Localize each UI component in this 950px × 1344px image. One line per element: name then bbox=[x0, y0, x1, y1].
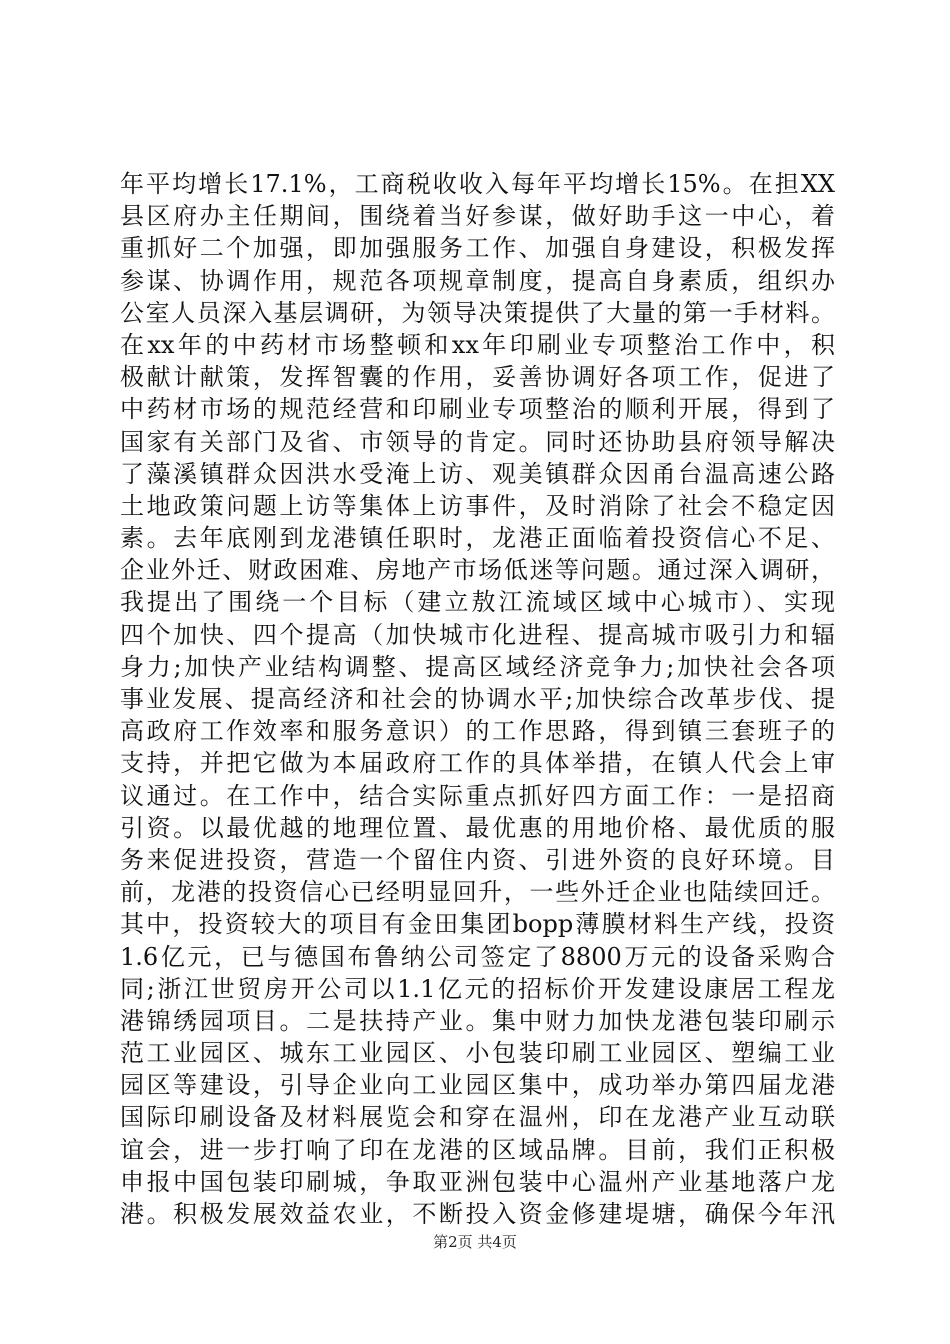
text-line: 极献计献策，发挥智囊的作用，妥善协调好各项工作，促进了 bbox=[120, 363, 835, 392]
text-line: 高政府工作效率和服务意识）的工作思路，得到镇三套班子的 bbox=[120, 717, 835, 746]
text-line: 中药材市场的规范经营和印刷业专项整治的顺利开展，得到了 bbox=[120, 395, 835, 424]
text-line: 四个加快、四个提高（加快城市化进程、提高城市吸引力和辐 bbox=[120, 620, 835, 649]
text-line: 国家有关部门及省、市领导的肯定。同时还协助县府领导解决 bbox=[120, 427, 835, 456]
text-line: 土地政策问题上访等集体上访事件，及时消除了社会不稳定因 bbox=[120, 491, 835, 520]
text-line: 年平均增长17.1%，工商税收收入每年平均增长15%。在担XX bbox=[120, 170, 835, 198]
text-line: 园区等建设，引导企业向工业园区集中，成功举办第四届龙港 bbox=[120, 1071, 835, 1100]
text-line: 港锦绣园项目。二是扶持产业。集中财力加快龙港包装印刷示 bbox=[120, 1006, 835, 1035]
text-line: 务来促进投资，营造一个留住内资、引进外资的良好环境。目 bbox=[120, 845, 835, 874]
text-line: 1.6亿元，已与德国布鲁纳公司签定了8800万元的设备采购合 bbox=[120, 942, 835, 971]
text-line: 议通过。在工作中，结合实际重点抓好四方面工作：一是招商 bbox=[120, 781, 835, 810]
text-line: 申报中国包装印刷城，争取亚洲包装中心温州产业基地落户龙 bbox=[120, 1167, 835, 1196]
text-line: 同;浙江世贸房开公司以1.1亿元的招标价开发建设康居工程龙 bbox=[120, 974, 835, 1003]
body-paragraph bbox=[120, 168, 835, 1230]
text-line: 国际印刷设备及材料展览会和穿在温州，印在龙港产业互动联 bbox=[120, 1103, 835, 1132]
text-line: 其中，投资较大的项目有金田集团bopp薄膜材料生产线，投资 bbox=[120, 910, 835, 939]
text-line: 引资。以最优越的地理位置、最优惠的用地价格、最优质的服 bbox=[120, 813, 835, 842]
text-line: 企业外迁、财政困难、房地产市场低迷等问题。通过深入调研， bbox=[120, 556, 835, 585]
text-line: 身力;加快产业结构调整、提高区域经济竞争力;加快社会各项 bbox=[120, 652, 835, 681]
text-line: 我提出了围绕一个目标（建立敖江流域区域中心城市）、实现 bbox=[120, 588, 835, 617]
text-line: 前，龙港的投资信心已经明显回升，一些外迁企业也陆续回迁。 bbox=[120, 878, 835, 907]
text-line: 重抓好二个加强，即加强服务工作、加强自身建设，积极发挥 bbox=[120, 234, 835, 263]
text-line: 县区府办主任期间，围绕着当好参谋，做好助手这一中心，着 bbox=[120, 202, 835, 231]
text-line: 事业发展、提高经济和社会的协调水平;加快综合改革步伐、提 bbox=[120, 685, 835, 713]
text-line: 支持，并把它做为本届政府工作的具体举措，在镇人代会上审 bbox=[120, 749, 835, 778]
page-footer: 第2页 共4页 bbox=[433, 1233, 517, 1251]
text-line: 谊会，进一步打响了印在龙港的区域品牌。目前，我们正积极 bbox=[120, 1135, 835, 1164]
text-line: 在xx年的中药材市场整顿和xx年印刷业专项整治工作中，积 bbox=[120, 330, 835, 359]
text-line: 港。积极发展效益农业，不断投入资金修建堤塘，确保今年汛 bbox=[120, 1200, 835, 1228]
text-line: 公室人员深入基层调研，为领导决策提供了大量的第一手材料。 bbox=[120, 298, 835, 327]
text-line: 素。去年底刚到龙港镇任职时，龙港正面临着投资信心不足、 bbox=[120, 524, 835, 553]
text-line: 参谋、协调作用，规范各项规章制度，提高自身素质，组织办 bbox=[120, 266, 835, 295]
text-line: 范工业园区、城东工业园区、小包装印刷工业园区、塑编工业 bbox=[120, 1039, 835, 1068]
text-line: 了藻溪镇群众因洪水受淹上访、观美镇群众因甬台温高速公路 bbox=[120, 459, 835, 488]
